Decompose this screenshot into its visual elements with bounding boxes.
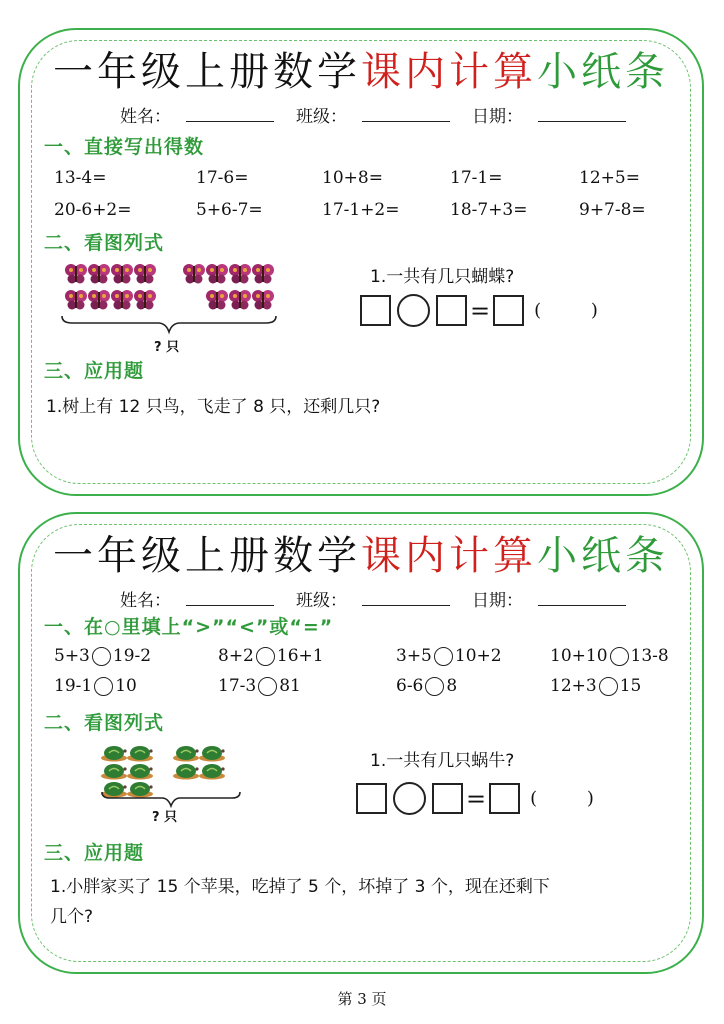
butterfly-group-right (182, 262, 282, 314)
section-2-heading: 二、看图列式 (44, 712, 165, 734)
problem: 20-6+2= (54, 200, 132, 220)
compare-circle[interactable] (425, 677, 444, 696)
section-3-heading: 三、应用题 (44, 842, 145, 864)
date-label: 日期： (472, 591, 523, 611)
unit-parentheses[interactable]: ( ) (530, 788, 616, 809)
worksheet-title: 一年级上册数学课内计算小纸条 (53, 533, 669, 579)
unknown-quantity-label: ? 只 (154, 340, 180, 355)
problem: 10+8= (322, 168, 383, 188)
section-2-heading: 二、看图列式 (44, 232, 165, 254)
problem: 17-1= (450, 168, 503, 188)
comparison-item: 5+3 19-2 (54, 646, 152, 666)
answer-box[interactable] (360, 295, 391, 326)
answer-box[interactable] (436, 295, 467, 326)
comparison-item: 8+2 16+1 (218, 646, 324, 666)
problem: 9+7-8= (579, 200, 646, 220)
name-field[interactable] (186, 121, 274, 122)
comparison-item: 12+3 15 (550, 676, 642, 696)
comparison-item: 3+5 10+2 (396, 646, 502, 666)
compare-circle[interactable] (599, 677, 618, 696)
class-field[interactable] (362, 121, 450, 122)
date-field[interactable] (538, 121, 626, 122)
name-label: 姓名： (120, 107, 171, 127)
butterfly-group-left (64, 262, 164, 314)
equation-template (356, 782, 616, 815)
compare-circle[interactable] (256, 647, 275, 666)
operator-circle[interactable] (397, 294, 430, 327)
worksheet-title: 一年级上册数学课内计算小纸条 (53, 49, 669, 95)
equation-template (360, 294, 620, 327)
unknown-quantity-label: ? 只 (152, 810, 178, 825)
section-1-heading: 一、直接写出得数 (44, 136, 205, 158)
compare-circle[interactable] (258, 677, 277, 696)
class-field[interactable] (362, 605, 450, 606)
word-problem: 1.树上有 12 只鸟，飞走了 8 只，还剩几只? (46, 397, 381, 417)
section-3-heading: 三、应用题 (44, 360, 145, 382)
comparison-item: 10+10 13-8 (550, 646, 669, 666)
compare-circle[interactable] (434, 647, 453, 666)
picture-question: 1.一共有几只蜗牛? (370, 751, 515, 771)
compare-circle[interactable] (92, 647, 111, 666)
word-problem-line-2: 几个? (50, 907, 94, 927)
operator-circle[interactable] (393, 782, 426, 815)
section-1-heading: 一、在○里填上“>”“<”或“=” (44, 616, 334, 638)
comparison-item: 19-1 10 (54, 676, 137, 696)
problem: 13-4= (54, 168, 107, 188)
problem: 5+6-7= (196, 200, 263, 220)
name-field[interactable] (186, 605, 274, 606)
problem: 17-1+2= (322, 200, 400, 220)
brace-icon (60, 314, 278, 336)
problem: 17-6= (196, 168, 249, 188)
answer-box[interactable] (489, 783, 520, 814)
problem: 12+5= (579, 168, 640, 188)
date-field[interactable] (538, 605, 626, 606)
answer-box[interactable] (356, 783, 387, 814)
worksheet-card-2 (18, 512, 704, 974)
equals-sign: = (470, 296, 491, 325)
date-label: 日期： (472, 107, 523, 127)
compare-circle[interactable] (610, 647, 629, 666)
word-problem-line-1: 1.小胖家买了 15 个苹果，吃掉了 5 个，坏掉了 3 个，现在还剩下 (50, 877, 550, 897)
comparison-item: 6-6 8 (396, 676, 458, 696)
answer-box[interactable] (432, 783, 463, 814)
class-label: 班级： (296, 591, 347, 611)
comparison-item: 17-3 81 (218, 676, 301, 696)
page-number: 第 3 页 (337, 990, 387, 1008)
unit-parentheses[interactable]: ( ) (534, 300, 620, 321)
class-label: 班级： (296, 107, 347, 127)
equals-sign: = (466, 784, 487, 813)
worksheet-card-1 (18, 28, 704, 496)
compare-circle[interactable] (94, 677, 113, 696)
picture-question: 1.一共有几只蝴蝶? (370, 267, 515, 287)
answer-box[interactable] (493, 295, 524, 326)
name-label: 姓名： (120, 591, 171, 611)
problem: 18-7+3= (450, 200, 528, 220)
